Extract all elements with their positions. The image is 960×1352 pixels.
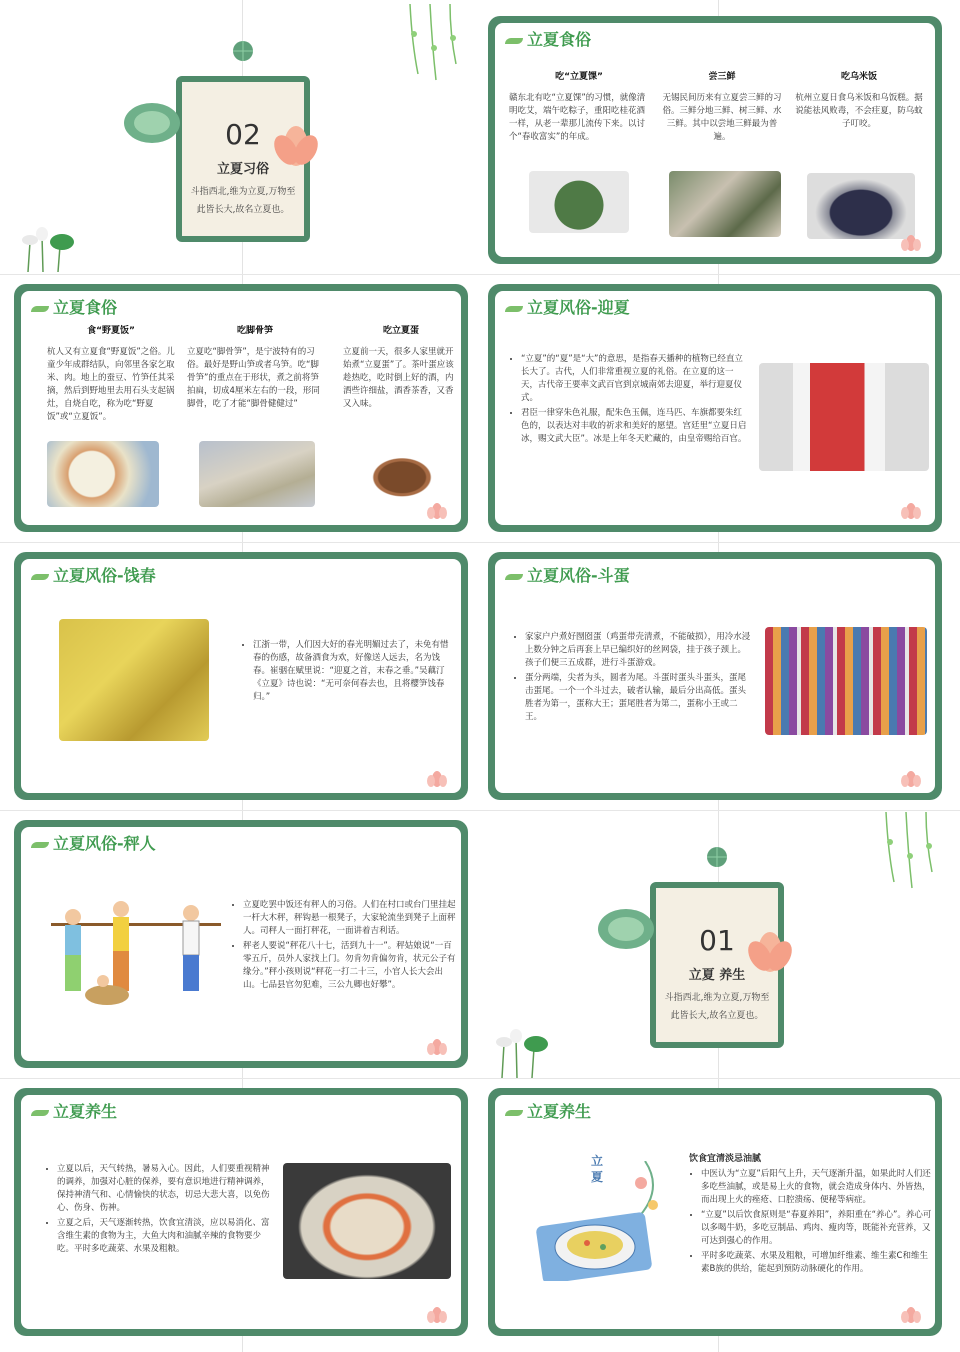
- health-heading: 饮食宜清淡忌油腻: [689, 1154, 762, 1164]
- slide-food-customs-1: [488, 16, 942, 264]
- bullet-item: • 君臣一律穿朱色礼服，配朱色玉佩，连马匹、车旗都要朱红色的，以表达对丰收的祈求和美好的愿望。宫廷里“立夏日启冰，赐文武大臣”。冰是上年冬天贮藏的，由皇帝赐给百官。: [521, 407, 747, 446]
- col-heading: 食“野夏饭”: [87, 326, 135, 336]
- leaf-icon: [31, 574, 49, 580]
- lotus-plant-icon: [482, 1024, 552, 1078]
- bullet-item: • 平时多吃蔬菜、水果及粗粮，可增加纤维素、维生素C和维生素B族的供给，能起到预防动脉硬化的作用。: [701, 1250, 935, 1276]
- cover-section-01: [480, 812, 960, 1078]
- healthy-meal-illustration: [525, 1161, 675, 1281]
- bullet-item: • “立夏”的“夏”是“大”的意思，是指春天播种的植物已经直立长大了。古代，人们非常重视立夏的礼俗。在立夏的这一天，古代帝王要率文武百官到京城南郊去迎夏，举行迎夏仪式。: [521, 353, 747, 405]
- lotus-plant-icon: [8, 222, 78, 272]
- bullet-list: [45, 1163, 271, 1258]
- lotus-icon: [897, 1305, 925, 1323]
- cover-number: 02: [225, 118, 261, 151]
- bullet-list: [513, 631, 751, 726]
- slide-health-1: [14, 1088, 468, 1336]
- bullet-item: • 蛋分两端，尖者为头，圆者为尾。斗蛋时蛋头斗蛋头，蛋尾击蛋尾。一个一个斗过去，破者认输，最后分出高低。蛋头胜者为第一，蛋称大王；蛋尾胜者为第二，蛋称小王或二王。: [525, 672, 751, 724]
- food-col-1: [509, 71, 649, 144]
- cover-subtitle-line2: 此皆长大,故名立夏也。: [670, 1011, 764, 1021]
- col-text: 无锡民间历来有立夏尝三鲜的习俗。三鲜分地三鲜、树三鲜、水三鲜。其中以尝地三鲜最为普遍。: [662, 93, 782, 142]
- bullet-list: [241, 639, 451, 706]
- lixia-guo-image: [529, 171, 629, 233]
- weighing-people-illustration: [51, 895, 221, 1013]
- bullet-item: • 中医认为“立夏”后阳气上升，天气逐渐升温，如果此时人们还多吃些油腻，或是易上火的食物，就会造成身体内、外皆热，而出现上火的痤疮、口腔溃疡、便秘等病症。: [701, 1168, 935, 1207]
- cover-section-02: [0, 0, 480, 272]
- guide-line: [0, 810, 960, 811]
- food-col-2: [187, 325, 323, 411]
- col-heading: 尝三鲜: [708, 72, 736, 82]
- slide-yingxia: [488, 284, 942, 532]
- lotus-leaf-icon: [232, 40, 254, 62]
- lotus-icon: [897, 769, 925, 787]
- art-label: 立夏: [591, 1154, 604, 1184]
- slide-title: 立夏风俗-饯春: [31, 563, 156, 586]
- tea-egg-image: [347, 441, 457, 507]
- lotus-flower-icon: [268, 116, 324, 172]
- cover-title: 立夏习俗: [216, 162, 269, 177]
- three-fresh-image: [669, 171, 781, 237]
- guide-line: [0, 542, 960, 543]
- bullet-item: • 江浙一带，人们因大好的春光明媚过去了，未免有惜春的伤感，故备酒食为欢，好像送人远去，名为饯春。崔骃在赋里说：“迎夏之首，末春之垂。”吴藕汀《立夏》诗也说：“无可奈何春去也，且将樱笋饯春归。”: [253, 639, 451, 704]
- slide-title: 立夏风俗-迎夏: [505, 295, 630, 318]
- slide-jianchun: [14, 552, 468, 800]
- food-col-3: [793, 71, 925, 131]
- leaf-icon: [505, 306, 523, 312]
- lotus-icon: [423, 769, 451, 787]
- lotus-icon: [423, 1037, 451, 1055]
- col-heading: 吃立夏蛋: [382, 326, 419, 336]
- lotus-icon: [897, 501, 925, 519]
- leaf-icon: [31, 1110, 49, 1116]
- col-text: 立夏吃“脚骨笋”，是宁波特有的习俗。最好是野山笋或者乌笋。吃“脚骨笋”的重点在于形状，煮之前将笋拍扁，切成4厘米左右的一段，形同脚骨，吃了才能“脚骨健健过”: [187, 347, 320, 409]
- col-heading: 吃脚骨笋: [236, 326, 273, 336]
- slide-title: 立夏食俗: [505, 27, 591, 50]
- bullet-item: • 家家户户煮好囫囵蛋（鸡蛋带壳清煮，不能破损），用冷水浸上数分钟之后再套上早已编织好的丝网袋，挂于孩子颈上。孩子们便三五成群，进行斗蛋游戏。: [525, 631, 751, 670]
- willow-decoration: [876, 812, 956, 892]
- food-col-2: [661, 71, 783, 144]
- leaf-icon: [505, 38, 523, 44]
- lotus-icon: [423, 1305, 451, 1323]
- lotus-icon: [897, 233, 925, 251]
- slide-title: 立夏风俗-斗蛋: [505, 563, 630, 586]
- guide-line: [0, 1078, 960, 1079]
- cover-number: 01: [699, 924, 735, 957]
- bamboo-shoot-image: [199, 441, 315, 507]
- bullet-item: • “立夏”以后饮食原则是“春夏养阳”，养阳重在“养心”。养心可以多喝牛奶，多吃豆制品、鸡肉、瘦肉等，既能补充营养，又可达到强心的作用。: [701, 1209, 935, 1248]
- farewell-spring-painting-image: [59, 619, 209, 741]
- bullet-item: • 立夏以后，天气转热，暑易入心。因此，人们要重视精神的调养，加强对心脏的保养，要有意识地进行精神调养，保持神清气和、心情愉快的状态，切忌大悲大喜，以免伤心、伤身、伤神。: [57, 1163, 271, 1215]
- soup-bowl-image: [283, 1163, 451, 1279]
- bullet-list: [509, 353, 747, 448]
- bullet-list: [231, 899, 457, 994]
- bullet-item: • 立夏吃罢中饭还有秤人的习俗。人们在村口或台门里挂起一杆大木秤，秤钩悬一根凳子，大家轮流坐到凳子上面秤人。司秤人一面打秤花，一面讲着吉利话。: [243, 899, 457, 938]
- col-heading: 吃乌米饭: [840, 72, 877, 82]
- welcome-summer-ceremony-image: [759, 363, 929, 471]
- cover-subtitle-line2: 此皆长大,故名立夏也。: [196, 205, 290, 215]
- guide-line: [0, 274, 960, 275]
- lotus-leaf-icon: [596, 906, 656, 952]
- slide-title: 立夏养生: [31, 1099, 117, 1122]
- leaf-icon: [31, 306, 49, 312]
- bullet-item: • 秤老人要说“秤花八十七，活到九十一”。秤姑娘说“一百零五斤，员外人家找上门。勿肯勿肯偏勿肯，状元公子有缘分。”秤小孩则说“秤花一打二十三，小官人长大会出山。七品县官勿犯难，三公九卿也好攀”。: [243, 940, 457, 992]
- lotus-leaf-icon: [122, 100, 182, 146]
- col-text: 杭人又有立夏食“野夏饭”之俗。儿童少年成群结队，向邻里各家乞取米、肉。地上的蚕豆、竹笋任其采摘，然后到野地里去用石头支起锅灶，自烧自吃，称为吃“野夏饭”或“立夏饭”。: [47, 347, 175, 422]
- willow-decoration: [400, 4, 480, 84]
- slide-title: 立夏风俗-秤人: [31, 831, 156, 854]
- col-heading: 吃“立夏馃”: [555, 72, 603, 82]
- lotus-icon: [423, 501, 451, 519]
- cover-subtitle-line1: 斗指西北,维为立夏,万物至: [664, 993, 770, 1003]
- slide-title: 立夏食俗: [31, 295, 117, 318]
- slide-doudan: [488, 552, 942, 800]
- col-text: 杭州立夏日食乌米饭和乌饭糕。据说能祛风败毒，不会疰夏，防乌蚊子叮咬。: [795, 93, 923, 129]
- slide-health-2: [488, 1088, 942, 1336]
- slide-chengren: [14, 820, 468, 1068]
- summer-rice-image: [47, 441, 159, 507]
- slide-title: 立夏养生: [505, 1099, 591, 1122]
- lotus-leaf-icon: [706, 846, 728, 868]
- egg-bags-image: [765, 627, 927, 735]
- cover-title: 立夏 养生: [688, 968, 746, 983]
- health-text: [689, 1153, 935, 1278]
- food-col-3: [343, 325, 459, 411]
- leaf-icon: [31, 842, 49, 848]
- leaf-icon: [505, 574, 523, 580]
- col-text: 立夏前一天，很多人家里就开始煮“立夏蛋”了。茶叶蛋应该趁热吃，吃时倒上好的酒，内洒些许细盐，酒香茶香，又香又入味。: [343, 347, 454, 409]
- col-text: 赣东北有吃“立夏馃”的习惯，就像清明吃艾，端午吃粽子，重阳吃桂花酒一样，从老一辈那儿流传下来。以讨个“春收富实”的年成。: [509, 93, 646, 142]
- leaf-icon: [505, 1110, 523, 1116]
- slide-food-customs-2: [14, 284, 468, 532]
- bullet-item: • 立夏之后，天气逐渐转热，饮食宜清淡，应以易消化、富含维生素的食物为主，大鱼大肉和油腻辛辣的食物要少吃。平时多吃蔬菜、水果及粗粮。: [57, 1217, 271, 1256]
- cover-subtitle-line1: 斗指西北,维为立夏,万物至: [190, 187, 296, 197]
- lotus-flower-icon: [742, 922, 798, 978]
- food-col-1: [47, 325, 175, 424]
- black-rice-image: [807, 173, 915, 239]
